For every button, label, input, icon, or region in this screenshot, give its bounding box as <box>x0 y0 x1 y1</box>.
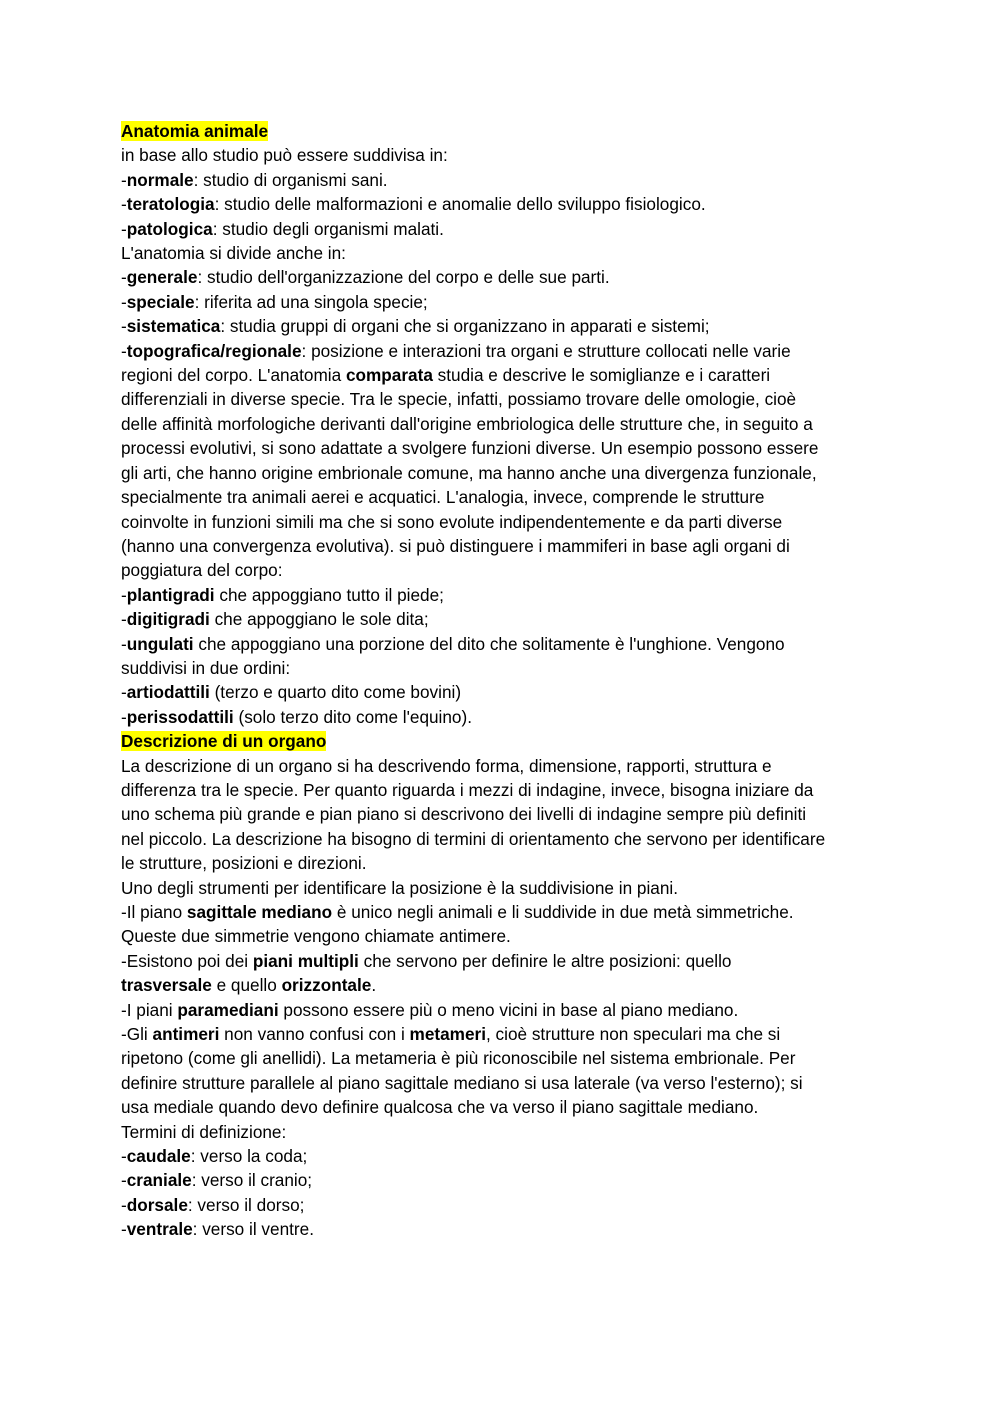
list-item: -normale: studio di organismi sani. <box>121 169 388 190</box>
term: trasversale <box>121 975 212 996</box>
intro-text: in base allo studio può essere suddivisa in: <box>121 145 448 166</box>
term: perissodattili <box>126 706 234 727</box>
heading-descrizione-organo <box>121 729 891 753</box>
list-item: -patologica: studio degli organismi malati. <box>121 218 444 239</box>
term: craniale <box>126 1170 192 1191</box>
document-body <box>121 119 891 1242</box>
paragraph-line: le strutture, posizioni e direzioni. <box>121 853 367 874</box>
divide-intro: L'anatomia si divide anche in: <box>121 243 346 264</box>
list-item: -ungulati che appoggiano una porzione del dito che solitamente è l'unghione. Vengono <box>121 633 785 654</box>
paragraph-line: nel piccolo. La descrizione ha bisogno di termini di orientamento che servono per identificare <box>121 828 826 849</box>
term: paramediani <box>177 999 279 1020</box>
paragraph-line: delle affinità morfologiche derivanti dall'origine embriologica delle strutture che, in seguito a <box>121 413 813 434</box>
list-item: -teratologia: studio delle malformazioni e anomalie dello sviluppo fisiologico. <box>121 194 706 215</box>
paragraph-line: gli arti, che hanno origine embrionale comune, ma hanno anche una divergenza funzionale, <box>121 462 817 483</box>
list-item: -caudale: verso la coda; <box>121 1146 308 1167</box>
list-item: -digitigradi che appoggiano le sole dita; <box>121 609 429 630</box>
highlighted-heading: Anatomia animale <box>121 121 269 141</box>
paragraph-line: (hanno una convergenza evolutiva). si può distinguere i mammiferi in base agli organi di <box>121 535 790 556</box>
list-item: -speciale: riferita ad una singola specie; <box>121 291 428 312</box>
paragraph-line: usa mediale quando devo definire qualcosa che va verso il piano sagittale mediano. <box>121 1097 759 1118</box>
list-item: -sistematica: studia gruppi di organi che si organizzano in apparati e sistemi; <box>121 316 710 337</box>
paragraph-line: ripetono (come gli anellidi). La metameria è più riconoscibile nel sistema embrionale. Per <box>121 1048 796 1069</box>
list-item: -craniale: verso il cranio; <box>121 1170 313 1191</box>
list-item: -plantigradi che appoggiano tutto il piede; <box>121 584 444 605</box>
paragraph-line: definire strutture parallele al piano sagittale mediano si usa laterale (va verso l'esterno); si <box>121 1072 803 1093</box>
highlighted-heading: Descrizione di un organo <box>121 731 327 752</box>
list-item: -ventrale: verso il ventre. <box>121 1219 314 1240</box>
paragraph-line: processi evolutivi, si sono adattate a svolgere funzioni diverse. Un esempio possono essere <box>121 438 819 459</box>
term: topografica/regionale <box>126 340 302 361</box>
list-item: -topografica/regionale: posizione e interazioni tra organi e strutture collocati nelle varie <box>121 340 791 361</box>
term: patologica <box>126 218 213 239</box>
term: artiodattili <box>126 682 210 703</box>
term: normale <box>126 169 194 190</box>
term: comparata <box>345 365 433 386</box>
list-item: -dorsale: verso il dorso; <box>121 1194 305 1215</box>
term: piani multipli <box>252 950 359 971</box>
term: antimeri <box>152 1024 220 1045</box>
term: speciale <box>126 291 195 312</box>
paragraph-line: La descrizione di un organo si ha descrivendo forma, dimensione, rapporti, struttura e <box>121 755 772 776</box>
term: metameri <box>409 1024 486 1045</box>
term: sagittale mediano <box>186 902 333 922</box>
term: caudale <box>126 1146 191 1167</box>
paragraph-line: trasversale e quello orizzontale. <box>121 975 377 996</box>
paragraph-line: differenza tra le specie. Per quanto riguarda i mezzi di indagine, invece, bisogna iniziare da <box>121 779 814 800</box>
paragraph-line: suddivisi in due ordini: <box>121 657 291 678</box>
paragraph-line: -Esistono poi dei piani multipli che servono per definire le altre posizioni: quello <box>121 950 732 971</box>
paragraph-line: uno schema più grande e pian piano si descrivono dei livelli di indagine sempre più definiti <box>121 804 807 825</box>
term: ungulati <box>126 633 194 654</box>
paragraph-line: -Gli antimeri non vanno confusi con i metameri, cioè strutture non speculari ma che si <box>121 1024 781 1045</box>
terms-intro: Termini di definizione: <box>121 1121 287 1142</box>
term: plantigradi <box>126 584 215 605</box>
paragraph-line: Uno degli strumenti per identificare la posizione è la suddivisione in piani. <box>121 877 678 898</box>
paragraph-line: poggiatura del corpo: <box>121 560 283 581</box>
paragraph-line: regioni del corpo. L'anatomia comparata studia e descrive le somiglianze e i caratteri <box>121 365 771 386</box>
term: sistematica <box>126 316 221 337</box>
term: digitigradi <box>126 609 210 630</box>
paragraph-line: -I piani paramediani possono essere più o meno vicini in base al piano mediano. <box>121 999 739 1020</box>
paragraph-line: -Il piano sagittale mediano è unico negli animali e li suddivide in due metà simmetriche. <box>121 902 794 922</box>
paragraph-line: specialmente tra animali aerei e acquatici. L'analogia, invece, comprende le strutture <box>121 487 765 508</box>
list-item: -perissodattili (solo terzo dito come l'equino). <box>121 706 472 727</box>
paragraph-line: Queste due simmetrie vengono chiamate antimere. <box>121 926 511 947</box>
term: orizzontale <box>281 975 372 996</box>
list-item: -artiodattili (terzo e quarto dito come bovini) <box>121 682 462 703</box>
term: teratologia <box>126 194 215 215</box>
term: generale <box>126 267 198 288</box>
list-item: -generale: studio dell'organizzazione del corpo e delle sue parti. <box>121 267 610 288</box>
paragraph-line: differenziali in diverse specie. Tra le specie, infatti, possiamo trovare delle omologie, cioè <box>121 389 797 410</box>
term: dorsale <box>126 1194 188 1215</box>
term: ventrale <box>126 1219 193 1240</box>
heading-anatomia-animale <box>121 119 891 143</box>
paragraph-line: coinvolte in funzioni simili ma che si sono evolute indipendentemente e da parti diverse <box>121 511 783 532</box>
